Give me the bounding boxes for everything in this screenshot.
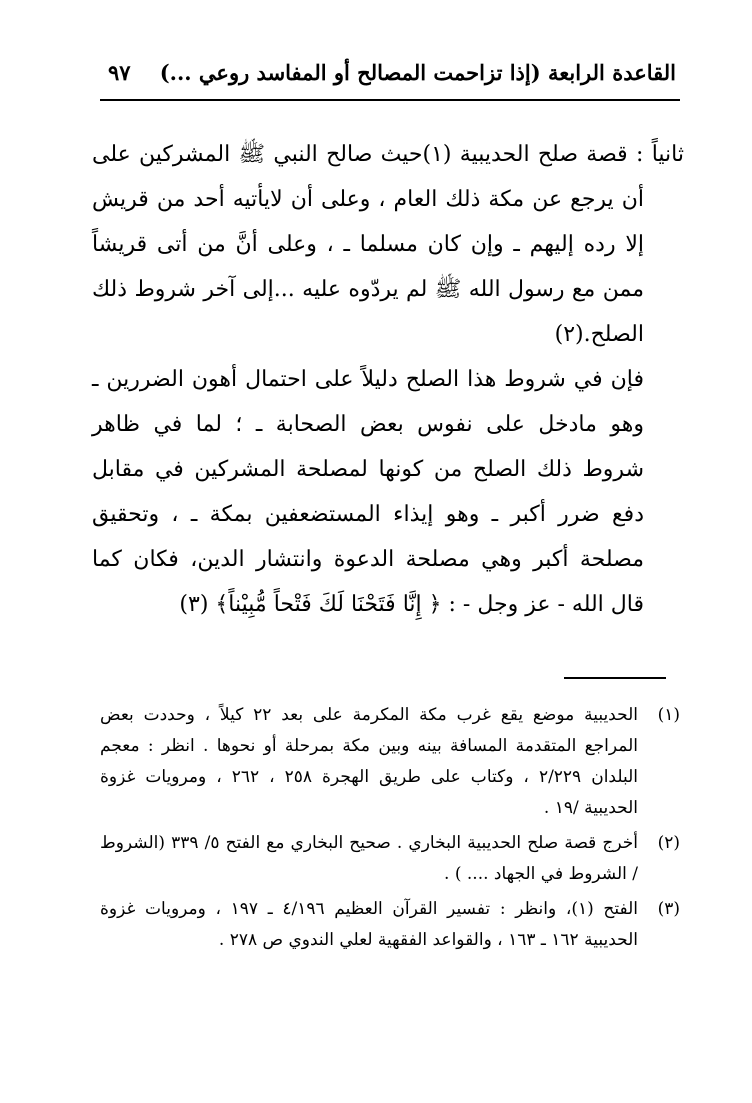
footnote-2 <box>100 828 680 890</box>
main-text <box>92 132 684 627</box>
footnote-1-number: (١) <box>657 705 680 725</box>
footnotes <box>100 700 680 960</box>
paragraph-1: ثانياً : قصة صلح الحديبية (١)حيث صالح النبي ﷺ المشركين على أن يرجع عن مكة ذلك العام ، وعلى أن لايأتيه أحد من قريش إلا رده إليهم ـ وإن كان مسلما ـ ، وعلى أنَّ من أتى قريشاً ممن مع رسول الله ﷺ لم يردّوه عليه ...إلى آخر شروط ذلك الصلح.(٢) <box>92 142 684 347</box>
page-number: ٩٧ <box>108 60 131 85</box>
header-title: القاعدة الرابعة (إذا تزاحمت المصالح أو المفاسد روعي ...) <box>159 60 676 85</box>
header-rule <box>100 99 680 101</box>
footnote-3-text: الفتح (١)، وانظر : تفسير القرآن العظيم ٤/١٩٦ ـ ١٩٧ ، ومرويات غزوة الحديبية ١٦٢ ـ ١٦٣ ، والقواعد الفقهية لعلي الندوي ص ٢٧٨ . <box>100 899 638 950</box>
footnote-separator <box>564 677 666 679</box>
footnote-3 <box>100 894 680 956</box>
footnote-1-text: الحديبية موضع يقع غرب مكة المكرمة على بعد ٢٢ كيلاً ، وحددت بعض المراجع المتقدمة المسافة بينه وبين مكة بمرحلة أو نحوها . انظر : معجم البلدان ٢/٢٢٩ ، وكتاب على طريق الهجرة ٢٥٨ ، ٢٦٢ ، ومرويات غزوة الحديبية /١٩ . <box>100 705 638 818</box>
footnote-1 <box>100 700 680 824</box>
footnote-2-number: (٢) <box>657 833 680 853</box>
footnote-2-text: أخرج قصة صلح الحديبية البخاري . صحيح البخاري مع الفتح ٥/ ٣٣٩ (الشروط / الشروط في الجهاد .... ) . <box>100 833 638 884</box>
running-header <box>106 58 676 96</box>
footnote-3-number: (٣) <box>657 899 680 919</box>
paragraph-2: فإن في شروط هذا الصلح دليلاً على احتمال أهون الضررين ـ وهو مادخل على نفوس بعض الصحابة ـ ؛ لما في ظاهر شروط ذلك الصلح من كونها لمصلحة المشركين في مقابل دفع ضرر أكبر ـ وهو إيذاء المستضعفين بمكة ـ ، وتحقيق مصلحة أكبر وهي مصلحة الدعوة وانتشار الدين، فكان كما قال الله - عز وجل - : ﴿ إِنَّا فَتَحْنَا لَكَ فَتْحاً مُّبِيْناً﴾ (٣) <box>92 367 645 617</box>
